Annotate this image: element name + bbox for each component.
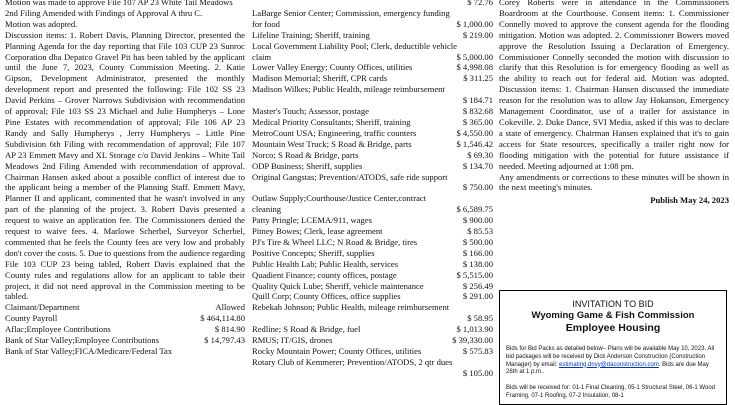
- claim-name: claim: [252, 51, 272, 62]
- claims-list: [5, 313, 245, 357]
- bid-para1-post: . Bids are due May 26th at 1 p.m..: [506, 361, 709, 376]
- claim-name: RMUS; IT/GIS, drones: [252, 335, 333, 346]
- claim-amount: $ 464,114.80: [200, 313, 245, 324]
- claim-amount: $ 39,330.00: [452, 335, 493, 346]
- bid-paragraph-2: Bids will be received for: 01-1 Final Cleaning, 05-1 Structural Steel, 06-1 Wood Framing, 07-1 Roofing, 07-2 Insulation, 08-1: [506, 385, 715, 399]
- claim-amount: $ 365.00: [462, 116, 493, 127]
- claim-name: Patty Pringle; LCEMA/911, wages: [252, 215, 372, 226]
- claim-row: [252, 128, 493, 139]
- intro-line: 2nd Filing Amended with Findings of Approval A thru C.: [5, 7, 203, 18]
- claims-header-right: Allowed: [215, 302, 245, 313]
- claim-name: Rebekah Johnson; Public Health, mileage reimbursement: [252, 302, 450, 313]
- claim-name: Medical Priority Consultants; Sheriff, training: [252, 116, 411, 127]
- claim-amount: $ 69.30: [467, 149, 493, 160]
- claim-name: Pitney Bowes; Clerk, lease agreement: [252, 226, 383, 237]
- claim-row: [252, 226, 493, 237]
- claim-row: [252, 106, 493, 117]
- claims-list-continued: [252, 0, 493, 379]
- claim-name: ODP Business; Sheriff, supplies: [252, 160, 363, 171]
- claim-row: [252, 95, 493, 106]
- claim-row: [5, 313, 245, 324]
- claim-amount: [489, 41, 493, 52]
- column-right: [499, 0, 729, 206]
- claim-name: Quadient Finance; county offices, postage: [252, 269, 397, 280]
- invitation-to-bid-box: [499, 290, 727, 405]
- claim-amount: $ 219.00: [462, 29, 493, 40]
- claim-amount: [241, 346, 245, 357]
- claim-name: Norco; S Road & Bridge, parts: [252, 149, 359, 160]
- claim-amount: $ 256.49: [462, 280, 493, 291]
- claim-amount: $ 58.95: [467, 313, 493, 324]
- claim-row: [252, 324, 493, 335]
- claim-name: Positive Concepts; Sheriff, supplies: [252, 247, 375, 258]
- claims-header-left: Claimant/Department: [5, 302, 80, 313]
- claim-name: Lower Valley Energy; County Offices, utilities: [252, 62, 413, 73]
- bid-agency: Wyoming Game & Fish Commission: [531, 310, 695, 321]
- claim-name: Original Gangstas; Prevention/ATODS, safe ride support: [252, 171, 448, 182]
- claim-amount: $ 184.71: [462, 95, 493, 106]
- claim-amount: $ 138.00: [462, 258, 493, 269]
- bid-paragraph-1: [500, 346, 726, 377]
- publish-date: Publish May 24, 2023: [650, 195, 729, 206]
- claim-row: [252, 281, 493, 292]
- claim-row: [252, 52, 493, 63]
- claim-name: Bank of Star Valley;Employee Contributions: [5, 335, 160, 346]
- claim-name: PJ's Tire & Wheel LLC; N Road & Bridge, tires: [252, 236, 418, 247]
- claim-name: Rocky Mountain Power; County Offices, utilities: [252, 346, 422, 356]
- claim-amount: $ 5,515.00: [456, 269, 493, 280]
- claim-name: Redline; S Road & Bridge, fuel: [252, 324, 361, 335]
- claim-row: [252, 182, 493, 193]
- meeting-minutes-text: Corey Roberts were in attendance in the Commissioners Boardroom at the Courthouse. Consent items: 1. Commissioner Connelly moved to approve the consent agenda for the flooding mitigation. Motion was adopted. 2. Commissioner Bowers moved approve the Resolution Issuing a Declaration of Emergency. Commissioner Connelly seconded the motion with discussion to clarify that this Resolution is for emergency flooding as well as the ability to reach out for federal aid. Motion was adopted. Discussion items: 1. Chairman Hansen discussed the immediate reason for the resolution was to allow Jay Hokanson, Emergency Management Coordinator, use of a trailer for assistance in Cokeville. 2. Duke Dance, SVI Media, asked if this was to declare a state of emergency. Chairman Hansen explained that it's to gain access for State resources, specifically a trailer right now for flooding mitigation with the potential for future assistance if needed. Meeting adjourned at 1:08 pm.: [499, 0, 729, 171]
- claim-amount: $ 1,000.00: [456, 18, 493, 29]
- claim-name: Outlaw Supply;Courthouse/Justice Center,contract: [252, 193, 427, 204]
- claim-row: [252, 30, 493, 41]
- claim-row: [252, 335, 493, 346]
- column-left: [5, 0, 245, 357]
- claim-row: [252, 150, 493, 161]
- claim-row: [252, 259, 493, 270]
- claim-name: Quality Quick Lube; Sheriff, vehicle maintenance: [252, 280, 424, 291]
- claim-name: Bank of Star Valley;FICA/Medicare/Federal Tax: [5, 346, 173, 356]
- claim-amount: $ 575.83: [462, 346, 493, 356]
- claim-row: [252, 291, 493, 302]
- claim-amount: $ 311.25: [463, 73, 493, 84]
- claim-name: Master's Touch; Assessor, postage: [252, 106, 369, 117]
- closing-note: Any amendments or corrections to these minutes will be shown in the next meeting's minutes.: [499, 171, 729, 193]
- claim-amount: $ 134.70: [462, 160, 493, 171]
- claim-name: Local Government Liability Pool; Clerk, deductible vehicle: [252, 40, 457, 51]
- claim-amount: [489, 172, 493, 183]
- claim-row: [252, 302, 493, 313]
- claim-row: [252, 73, 493, 84]
- discussion-items: Discussion items: 1. Robert Davis, Planning Director, presented the Planning Agenda for the day reporting that File 103 CUP 23 Sunroc Corporation dba Depatco Gravel Pit has been tabled by the applicant until the June 7, 2023, County Commission Meeting. 2. Katie Gipson, Development Administrator, presented the monthly development report and presented the following: File 102 SS 23 David Perkins – Grover Narrows Subdivision with recommendation of approval; File 103 SS 23 Michael and Julie Humpherys – Lone Pine Estates with recommendation of approval; File 106 AP 23 Randy and Sally Humpherys , Jerry Humpherys – Little Pine Subdivision 6th Filing with recommendation of approval; File 107 AP 23 Emmett Mavy and XL Storage c/o David Jenkins – White Tail Meadows 2nd Filing Amended with recommendation of approval. Chairman Hansen asked about a possible conflict of interest due to the applicant being a member of the Planning Staff. Emmett Mavy, Planner II and applicant, commented that he wasn't involved in any part of the planning of the project. 3. Robert Davis presented a request to waive an application fee. The Commissioners denied the request to waive fees. 4. Marlowe Scherbel, Surveyor Scherbel, commented that he feels the County fees are very low and probably don't cover the costs. 5. Due to questions from the audience regarding File 103 CUP 23 being tabled, Robert Davis explained that the County rules and regulations allow for an applicant to table their project, it did not need approval in the Commission meeting to be tabled.: [5, 29, 245, 302]
- claim-row: [252, 139, 493, 150]
- claim-name: LaBarge Senior Center; Commission, emergency funding: [252, 7, 450, 18]
- claim-name: for food: [252, 18, 280, 29]
- claim-amount: $ 4,550.00: [456, 127, 493, 138]
- claim-row: [252, 357, 493, 368]
- claim-row: [252, 161, 493, 172]
- claim-amount: $ 1,546.42: [456, 138, 493, 149]
- claim-amount: $ 900.00: [462, 215, 493, 226]
- bid-project: Employee Housing: [565, 322, 661, 334]
- claim-row: [252, 41, 493, 52]
- claim-name: Mountain West Truck; S Road & Bridge, parts: [252, 138, 412, 149]
- claim-name: Lifeline Training; Sheriff, training: [252, 29, 370, 40]
- claim-name: County Payroll: [5, 313, 58, 324]
- claim-row: [252, 0, 493, 8]
- claim-name: Rotary Club of Kemmerer; Prevention/ATODS, 2 qtr dues: [252, 356, 453, 367]
- claim-row: [5, 335, 245, 346]
- claim-row: [252, 8, 493, 19]
- claim-row: [252, 172, 493, 183]
- claim-row: [252, 270, 493, 281]
- claim-name: Quill Corp; County Offices, office supplies: [252, 291, 401, 302]
- claim-amount: [489, 193, 493, 204]
- claim-amount: [489, 357, 493, 368]
- claim-amount: $ 85.53: [467, 226, 493, 237]
- claim-amount: [489, 8, 493, 19]
- bid-email-link[interactable]: estimating.dnvy@daconstruction.com: [559, 361, 659, 368]
- claim-row: [252, 19, 493, 30]
- claim-amount: $ 291.00: [462, 291, 493, 302]
- claim-name: Madison Wilkes; Public Health, mileage reimbursement: [252, 84, 445, 95]
- claim-name: cleaning: [252, 204, 282, 215]
- claim-amount: $ 750.00: [462, 182, 493, 193]
- claim-amount: $ 5,000.00: [456, 51, 493, 62]
- intro-line: Motion was adopted.: [5, 18, 78, 29]
- bid-title: INVITATION TO BID: [572, 299, 654, 309]
- claim-row: [252, 84, 493, 95]
- claim-amount: $ 832.68: [462, 106, 493, 117]
- claim-row: [252, 215, 493, 226]
- claim-amount: $ 14,797.43: [204, 335, 245, 346]
- claim-row: [252, 237, 493, 248]
- claim-amount: $ 1,013.90: [456, 324, 493, 335]
- claim-row: [252, 248, 493, 259]
- claim-amount: $ 500.00: [462, 236, 493, 247]
- claim-name: Public Health Lab; Public Health, services: [252, 258, 399, 269]
- column-middle: [252, 0, 493, 379]
- claims-header: [5, 302, 245, 313]
- claim-amount: [489, 84, 493, 95]
- motion-intro: [5, 0, 245, 30]
- claim-row: [252, 117, 493, 128]
- claim-row: [252, 193, 493, 204]
- intro-line: Motion was made to approve File 107 AP 23 White Tail Meadows: [5, 0, 233, 7]
- bid-para1-pre: Bids for Bid Packs as detailed below– Plans will be available May 10, 2023. All bid packages will be received by Dick Anderson Construction (Construction Manager) by email:: [506, 346, 715, 368]
- claim-amount: [489, 302, 493, 313]
- claim-row: [5, 346, 245, 357]
- claim-row: [252, 368, 493, 379]
- claim-name: MetroCount USA; Engineering, traffic counters: [252, 127, 417, 138]
- claim-name: Aflac;Employee Contributions: [5, 324, 111, 335]
- claim-row: [252, 62, 493, 73]
- claim-row: [252, 313, 493, 324]
- claim-amount: $ 166.00: [462, 247, 493, 258]
- claim-amount: $ 6,589.75: [456, 204, 493, 215]
- claim-amount: $ 4,998.08: [456, 62, 493, 73]
- claim-row: [5, 324, 245, 335]
- claim-amount: $ 105.00: [462, 367, 493, 378]
- claim-amount: $ 72.76: [467, 0, 493, 7]
- claim-row: [252, 204, 493, 215]
- claim-row: [252, 346, 493, 357]
- claim-name: Madison Memorial; Sheriff, CPR cards: [252, 73, 388, 84]
- claim-amount: $ 814.90: [214, 324, 245, 335]
